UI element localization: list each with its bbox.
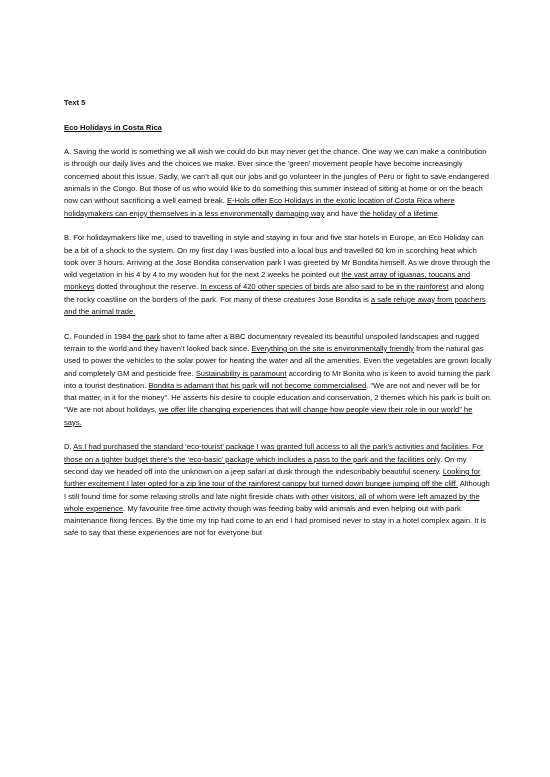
paragraph — [64, 232, 492, 318]
text-segment: B. For holidaymakers like me, used to travelling in style and staying in four and five star hotels in Europe, an Eco Holiday can be a bit of a shock to the system. On my first day I was bustled into a local bus and travelled 60 km in scorching heat which took over 3 hours. Arriving at the Jose Bondita conservation park I was greeted by Mr Bondita himself. As we drove through the wild vegetation in his 4 by 4 to my wooden hut for the next 2 weeks he pointed out — [64, 233, 491, 280]
text-segment: D. — [64, 442, 74, 452]
document-body — [64, 97, 492, 552]
text-segment: . My favourite free time activity though was feeding baby wild animals and even helping out with park maintenance fixing fences. By the time my trip had come to an end I had promised never to stay in a hotel complex again. It is safe to say that these experiences are not for everyone but — [64, 503, 487, 538]
underlined-phrase: Looking for further excitement I later opted for a zip line tour of the rainforest canopy but turned down bungee jumping off the cliff. — [64, 466, 481, 489]
paragraph — [64, 331, 492, 429]
text-segment: . On my second day we headed off into the unknown on a jeep safari at dusk through the indescribably beautiful scenery. — [64, 454, 467, 476]
text-segment: C. Founded in 1984 — [64, 331, 133, 341]
text-segment: from the natural gas used to power the vehicles to the solar power for heating the water and all the amenities. Even the vegetables are grown locally and completely GM and pesticide free. — [64, 343, 492, 378]
underlined-phrase: In excess of 420 other species of birds are also said to be in the rainforest — [200, 282, 449, 292]
text-segment: . “We are not and never will be for that matter, in it for the money”. He asserts his desire to couple education and conservation, 2 themes which his park is built on. “We are not about holidays, — [64, 380, 493, 415]
underlined-phrase: we offer life changing experiences that will change how people view their role in our world” he says. — [64, 405, 473, 427]
text-segment: and along the rocky coastline on the borders of the park. For many of these creatures Jose Bondita is — [64, 282, 485, 304]
paragraph — [64, 146, 492, 220]
underlined-phrase: a safe refuge away from poachers and the animal trade. — [64, 294, 486, 317]
underlined-phrase: other visitors, all of whom were left amazed by the whole experience — [64, 491, 480, 513]
underlined-phrase: the vast array of iguanas, toucans and monkeys — [64, 270, 471, 292]
text-segment: dotted throughout the reserve. — [94, 282, 201, 292]
underlined-phrase: E-Hols offer Eco Holidays in the exotic location of Costa Rica where holidaymakers can enjoy themselves in a less environmentally damaging way — [64, 196, 455, 218]
underlined-phrase: Bondita is adamant that his park will not become commercialised — [148, 380, 367, 390]
underlined-phrase: Everything on the site is environmentally friendly — [251, 343, 414, 353]
document-label: Text 5 — [64, 98, 86, 107]
text-segment: . — [437, 208, 440, 218]
document-title: Eco Holidays in Costa Rica — [64, 122, 162, 132]
underlined-phrase: the holiday of a lifetime — [359, 208, 438, 218]
text-segment: Although I still found time for some relaxing strolls and late night fireside chats with — [64, 479, 490, 501]
paragraph-list — [64, 146, 492, 540]
paragraph — [64, 441, 492, 539]
text-segment: according to Mr Bonita who is keen to avoid turning the park into a tourist destination. — [64, 368, 491, 390]
underlined-phrase: As I had purchased the standard ‘eco-tourist’ package I was granted full access to all the park’s activities and facilities. For those on a tighter budget there’s the ‘eco-basic’ package which includes a pass to the park and the facilities only — [64, 442, 484, 464]
text-segment: shot to fame after a BBC documentary revealed its beautiful unspoiled landscapes and rugged terrain to the world and they haven’t looked back since. — [64, 331, 479, 353]
text-segment: A. Saving the world is something we all wish we could do but may never get the chance. One way we can make a contribution is through our daily lives and the choices we make. Ever since the ‘green’ movement people have become increasingly concerned about this issue. Sadly, we can’t all quit our jobs and go volunteer in the jungles of Peru or fight to save endangered animals in the Congo. But those of us who would like to do something this summer instead of sitting at home or on the beach now can without sacrificing a well earned break. — [64, 147, 489, 206]
underlined-phrase: Sustainability is paramount — [195, 368, 287, 378]
text-segment: and have — [324, 208, 360, 218]
underlined-phrase: the park — [132, 331, 161, 341]
